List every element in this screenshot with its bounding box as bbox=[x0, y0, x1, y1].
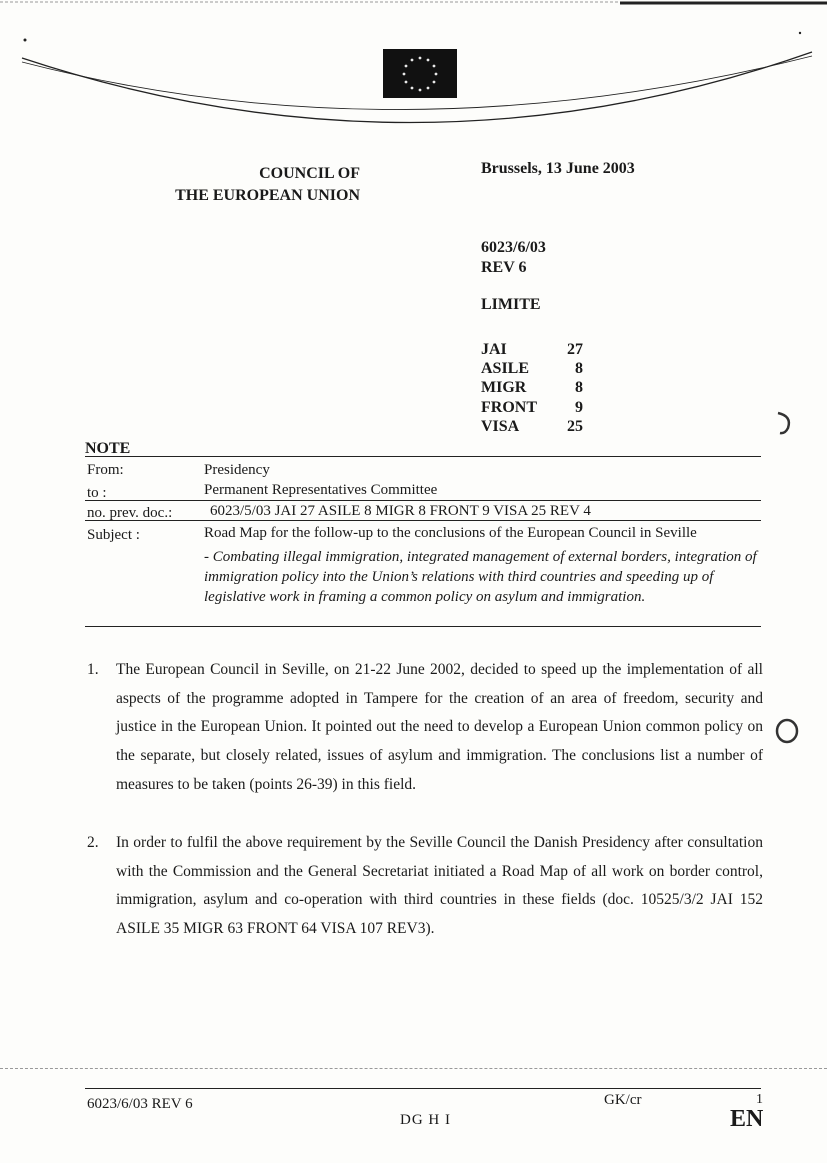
divider bbox=[85, 500, 761, 501]
prev-doc-label: no. prev. doc.: bbox=[87, 505, 173, 521]
paragraph-text: The European Council in Seville, on 21-22 June 2002, decided to speed up the implementation of all aspects of the programme adopted in Tampere for the creation of an area of freedom, security and justice in the European Union. It pointed out the need to develop a European Union common policy on the separate, but closely related, issues of asylum and immigration. The conclusions list a number of measures to be taken (points 26-39) in this field. bbox=[116, 661, 763, 793]
divider bbox=[85, 456, 761, 457]
divider bbox=[85, 520, 761, 521]
council-line-2: THE EUROPEAN UNION bbox=[175, 187, 360, 204]
to-label: to : bbox=[87, 485, 107, 501]
from-label: From: bbox=[87, 462, 124, 478]
code-row bbox=[481, 340, 583, 359]
footer-dg: DG H I bbox=[400, 1112, 451, 1128]
code-label: MIGR bbox=[481, 379, 527, 397]
code-value: 8 bbox=[575, 379, 583, 397]
paragraph bbox=[87, 656, 763, 800]
subject-label: Subject : bbox=[87, 527, 140, 543]
code-row bbox=[481, 398, 583, 417]
footer-initials: GK/cr bbox=[604, 1092, 642, 1108]
code-label: JAI bbox=[481, 341, 507, 358]
scan-edge-line bbox=[0, 1068, 827, 1069]
file-codes bbox=[481, 340, 583, 436]
footer-doc-ref: 6023/6/03 REV 6 bbox=[87, 1096, 193, 1112]
eu-flag-icon bbox=[383, 49, 457, 98]
note-label: NOTE bbox=[85, 440, 131, 457]
document-reference bbox=[481, 238, 546, 278]
council-name bbox=[120, 163, 360, 207]
footer-divider bbox=[85, 1088, 761, 1089]
code-label: FRONT bbox=[481, 398, 537, 416]
punch-hole-icon bbox=[768, 408, 798, 438]
subject-description: - Combating illegal immigration, integrated management of external borders, integration of immigration policy into the Union’s relations with third countries and speeding up of legislative work in framing a common policy on asylum and immigration. bbox=[204, 549, 757, 605]
code-value: 8 bbox=[575, 360, 583, 378]
council-line-1: COUNCIL OF bbox=[259, 165, 360, 182]
code-row bbox=[481, 378, 583, 397]
paragraph-number: 2. bbox=[87, 834, 99, 851]
code-row bbox=[481, 359, 583, 378]
classification-label: LIMITE bbox=[481, 296, 541, 313]
code-value: 25 bbox=[567, 417, 583, 435]
document-date: Brussels, 13 June 2003 bbox=[481, 160, 635, 177]
doc-revision: REV 6 bbox=[481, 259, 527, 276]
paragraph bbox=[87, 829, 763, 944]
paragraph-number: 1. bbox=[87, 661, 99, 678]
subject-title: Road Map for the follow-up to the conclusions of the European Council in Seville bbox=[204, 525, 697, 541]
doc-number: 6023/6/03 bbox=[481, 239, 546, 256]
code-value: 27 bbox=[567, 341, 583, 358]
punch-hole-icon bbox=[772, 716, 804, 748]
paragraph-text: In order to fulfil the above requirement by the Seville Council the Danish Presidency after consultation with the Commission and the General Secretariat initiated a Road Map of all work on border control, immigration, asylum and co-operation with third countries in these fields (doc. 10525/3/2 JAI 152 ASILE 35 MIGR 63 FRONT 64 VISA 107 REV3). bbox=[116, 834, 763, 938]
to-value: Permanent Representatives Committee bbox=[204, 482, 438, 498]
code-row bbox=[481, 417, 583, 436]
code-label: VISA bbox=[481, 417, 520, 435]
page-number: 1 bbox=[756, 1092, 763, 1107]
header-decoration bbox=[0, 0, 827, 140]
from-value: Presidency bbox=[204, 462, 270, 478]
divider bbox=[85, 626, 761, 627]
code-value: 9 bbox=[575, 398, 583, 416]
prev-doc-value: 6023/5/03 JAI 27 ASILE 8 MIGR 8 FRONT 9 VISA 25 REV 4 bbox=[210, 503, 591, 519]
code-label: ASILE bbox=[481, 360, 530, 378]
language-code: EN bbox=[730, 1106, 764, 1132]
